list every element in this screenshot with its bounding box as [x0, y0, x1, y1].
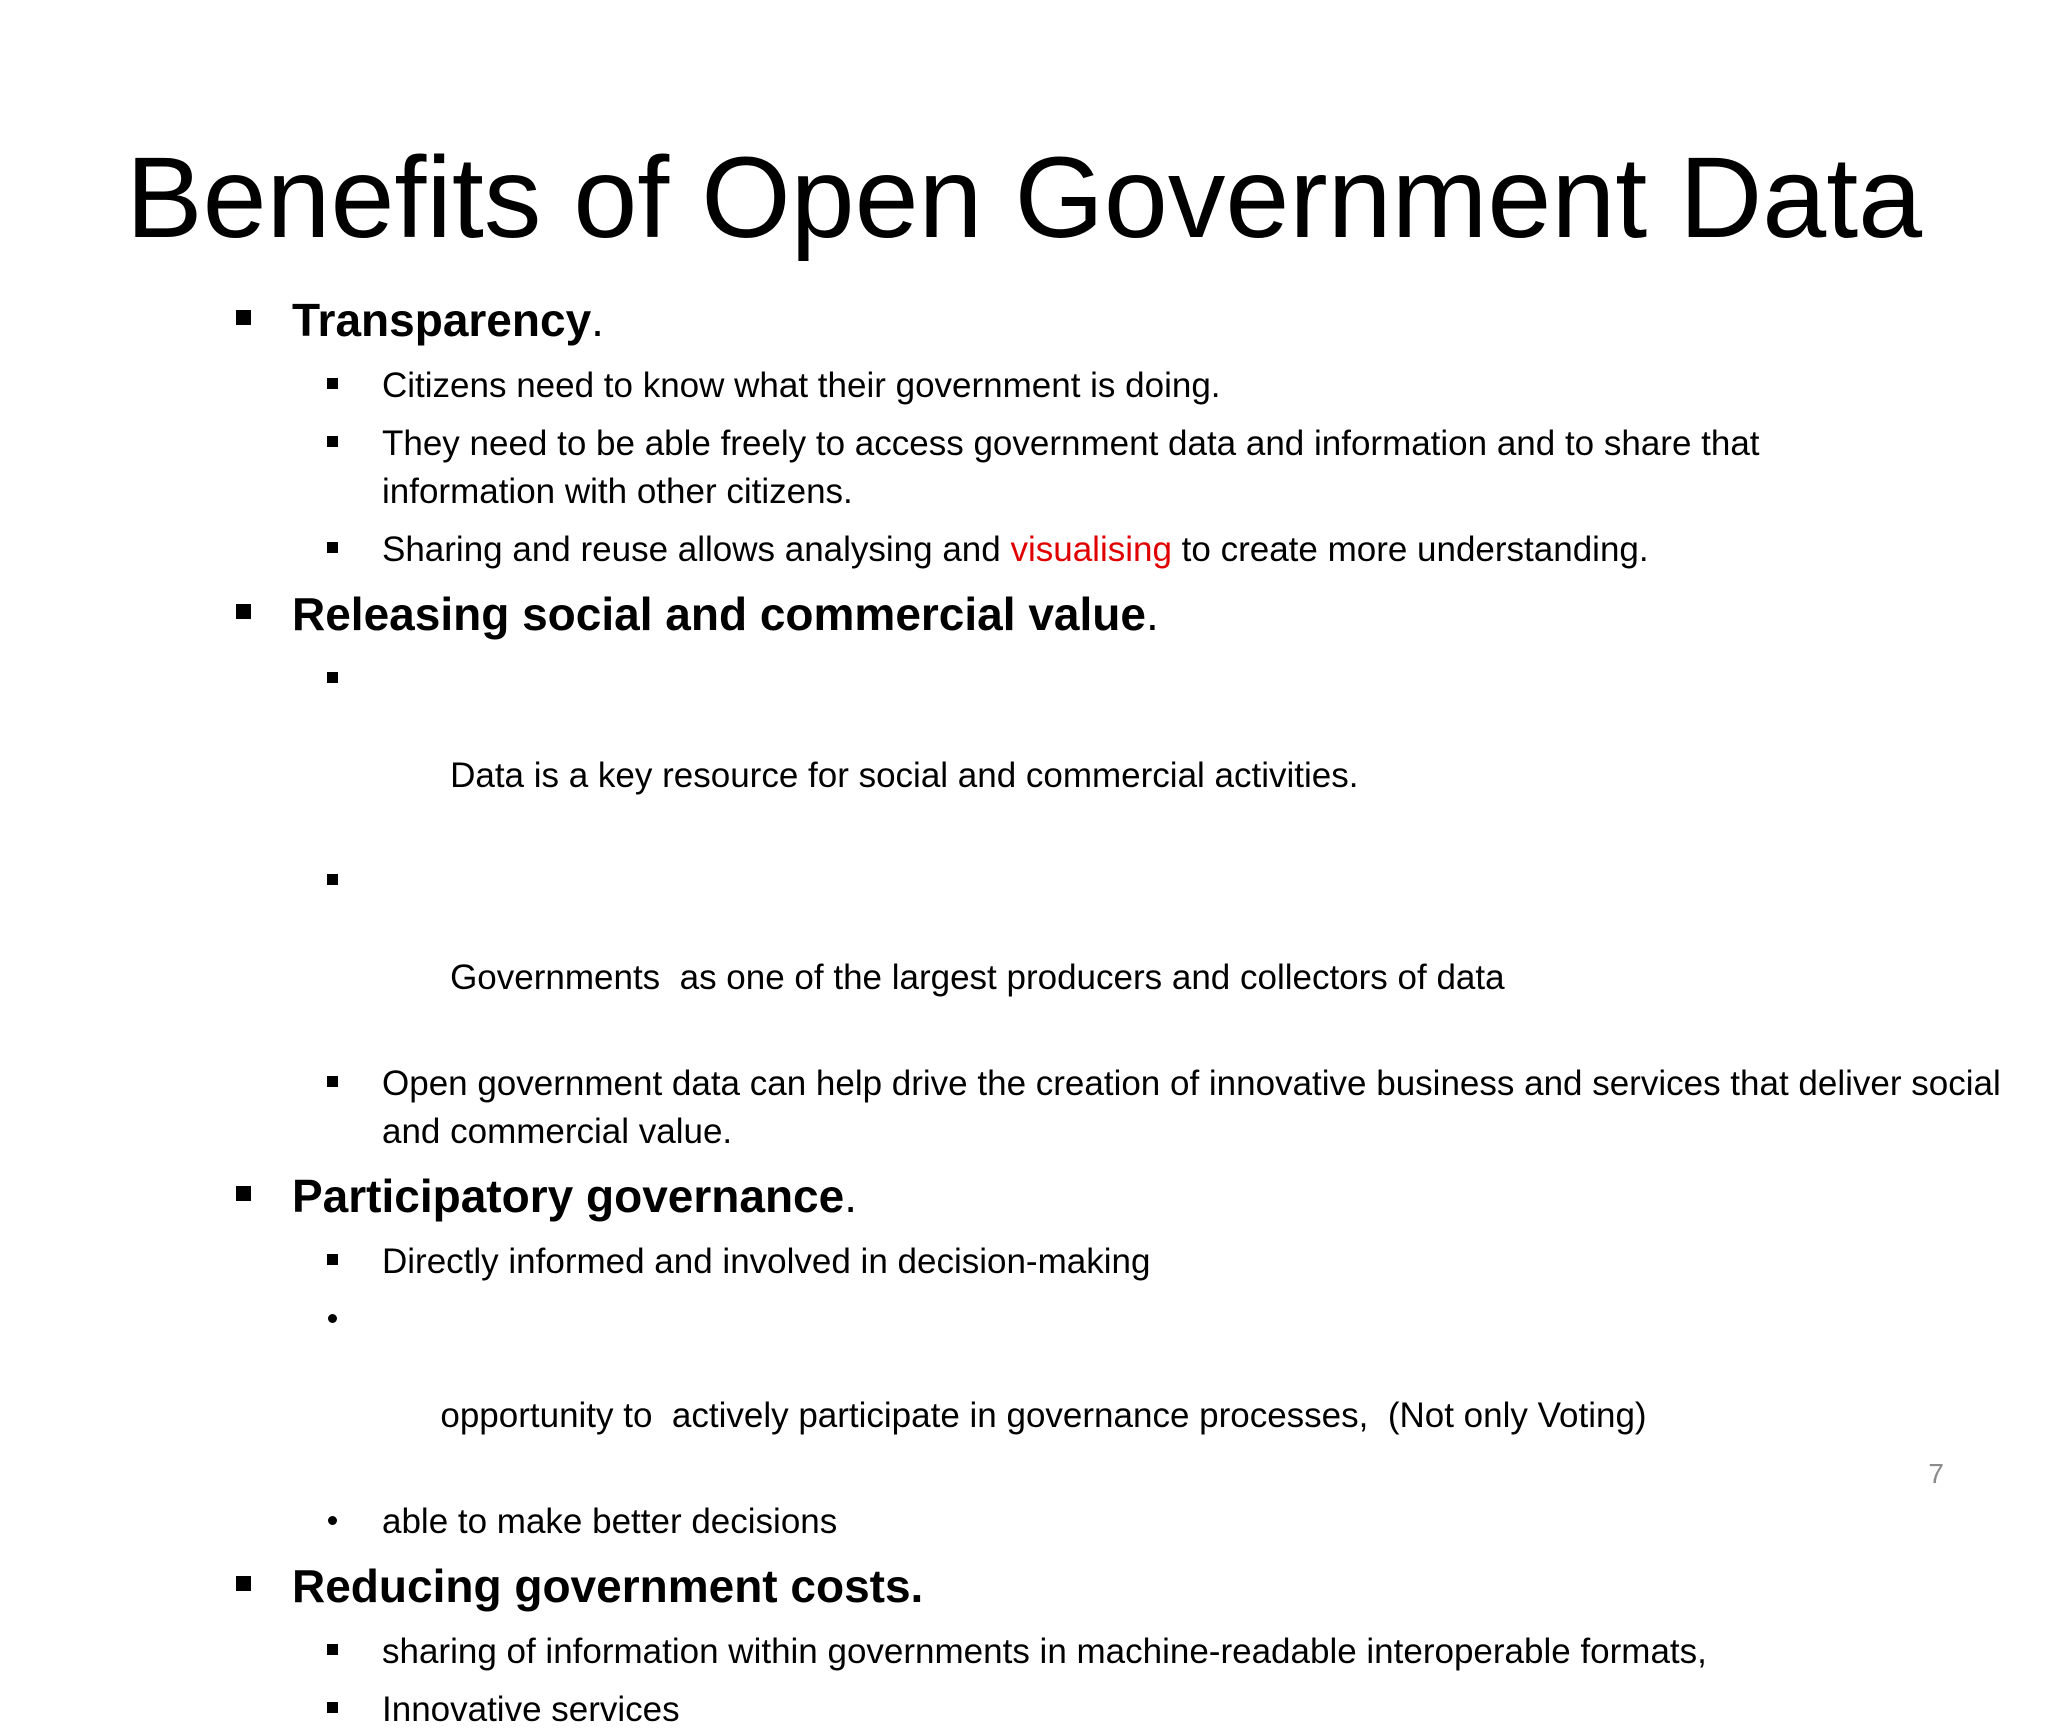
square-bullet-icon: [327, 1254, 338, 1265]
item-text: Innovative services: [382, 1690, 680, 1729]
round-bullet-icon: [328, 1516, 337, 1525]
list-item: [232, 362, 2012, 410]
page-number: 7: [1928, 1458, 1944, 1489]
section-heading: Reducing government costs.: [292, 1560, 924, 1612]
list-item: [232, 1498, 2012, 1546]
square-bullet-icon: [327, 1702, 338, 1713]
list-item: [232, 656, 2012, 848]
heading-suffix: .: [591, 294, 604, 346]
item-text: Data is a key resource for social and commercial activities.: [440, 756, 1359, 795]
square-bullet-icon: [236, 1576, 251, 1591]
section-heading: Transparency: [292, 294, 592, 346]
square-bullet-icon: [327, 436, 338, 447]
item-text: sharing of information within governments in machine-readable interoperable formats,: [382, 1632, 1707, 1671]
list-item: [232, 1238, 2012, 1286]
list-item: [232, 858, 2012, 1050]
list-item: [232, 1628, 2012, 1676]
slide-content: [232, 288, 2012, 1734]
item-text: Open government data can help drive the creation of innovative business and services that deliver social and commercial value.: [382, 1064, 2001, 1151]
slide-title: Benefits of Open Government Data: [125, 134, 1923, 262]
list-item: [232, 420, 1882, 516]
section-heading: Participatory governance: [292, 1170, 845, 1222]
heading-suffix: .: [844, 1170, 857, 1222]
item-text-before: Sharing and reuse allows analysing and: [382, 530, 1011, 569]
item-text: opportunity to actively participate in governance processes, (Not only Voting): [440, 1396, 1647, 1435]
square-bullet-icon: [327, 874, 338, 885]
square-bullet-icon: [236, 1186, 251, 1201]
square-bullet-icon: [236, 310, 251, 325]
item-text: able to make better decisions: [382, 1502, 838, 1541]
round-bullet-icon: [328, 1314, 337, 1323]
square-bullet-icon: [327, 672, 338, 683]
list-item: [232, 1686, 2012, 1734]
square-bullet-icon: [327, 378, 338, 389]
list-item: [232, 1296, 2012, 1488]
square-bullet-icon: [327, 1076, 338, 1087]
list-item: [232, 526, 2012, 574]
item-text: Citizens need to know what their government is doing.: [382, 366, 1221, 405]
square-bullet-icon: [327, 1644, 338, 1655]
square-bullet-icon: [327, 542, 338, 553]
item-text-after: to create more understanding.: [1171, 530, 1649, 569]
section-participatory-governance: [232, 1164, 2012, 1228]
section-heading: Releasing social and commercial value: [292, 588, 1146, 640]
item-text: They need to be able freely to access government data and information and to share that information with other citizens.: [382, 424, 1760, 511]
item-text: Directly informed and involved in decision-making: [382, 1242, 1151, 1281]
heading-suffix: .: [1145, 588, 1159, 640]
square-bullet-icon: [236, 604, 251, 619]
list-item: [232, 1060, 2002, 1156]
section-transparency: [232, 288, 2012, 352]
section-reducing-costs: [232, 1554, 2012, 1618]
highlighted-word: visualising: [1010, 530, 1172, 569]
section-releasing-value: [232, 582, 2012, 646]
item-text: Governments as one of the largest producers and collectors of data: [440, 958, 1505, 997]
